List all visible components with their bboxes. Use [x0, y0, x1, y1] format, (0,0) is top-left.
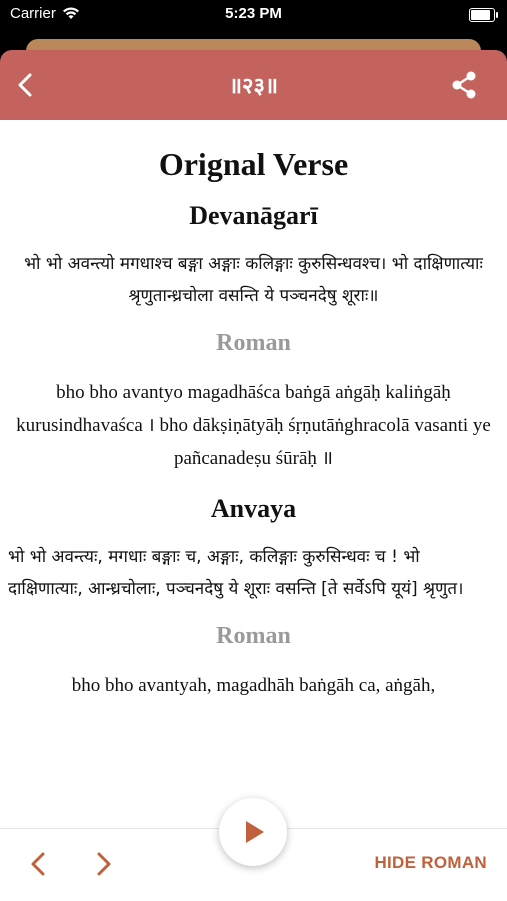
devanagari-text: भो भो अवन्त्यो मगधाश्च बङ्गा अङ्गाः कलिङ्गाः कुरुसिन्धवश्च। भो दाक्षिणात्याः श्रृणुतान्ध्रचोला वसन्ति ये पञ्चनदेषु शूराः॥ [24, 254, 483, 306]
verse-content[interactable] [0, 120, 507, 780]
verse-number-title: ॥२३॥ [228, 74, 279, 99]
anvaya-roman-text: bho bho avantyah, magadhāh baṅgāh ca, aṅgāh, [71, 675, 436, 696]
hide-roman-button[interactable]: HIDE ROMAN [374, 853, 487, 872]
next-verse-button[interactable] [86, 847, 120, 881]
roman-heading: Roman [216, 330, 291, 356]
anvaya-text: भो भो अवन्त्यः, मगधाः बङ्गाः च, अङ्गाः, कलिङ्गाः कुरुसिन्धवः च ! भो दाक्षिणात्याः, आन्ध्रचोलाः, पञ्चनदेषु ये शूराः वसन्ति [ते सर्वेऽपि यूयं] श्रृणुत। [8, 547, 464, 599]
share-button[interactable] [449, 70, 479, 100]
play-button[interactable] [219, 798, 287, 866]
header [0, 30, 507, 120]
status-bar [0, 0, 507, 30]
anvaya-heading: Anvaya [210, 494, 297, 523]
status-time: 5:23 PM [225, 5, 282, 22]
share-icon [449, 70, 479, 100]
chevron-left-icon [22, 847, 56, 881]
carrier-label: Carrier [10, 5, 56, 22]
original-verse-heading: Orignal Verse [158, 146, 349, 182]
nav-bar [0, 50, 507, 120]
previous-verse-button[interactable] [22, 847, 56, 881]
play-icon [238, 817, 268, 847]
anvaya-roman-heading: Roman [216, 623, 291, 649]
devanagari-heading: Devanāgarī [189, 201, 318, 230]
battery-icon [469, 8, 495, 22]
roman-text: bho bho avantyo magadhāśca baṅgā aṅgāḥ kaliṅgāḥ kurusindhavaśca । bho dākṣiṇātyāḥ śṛṇutāṅghracolā vasanti ye pañcanadeṣu śūrāḥ ॥ [16, 382, 491, 469]
chevron-right-icon [86, 847, 120, 881]
